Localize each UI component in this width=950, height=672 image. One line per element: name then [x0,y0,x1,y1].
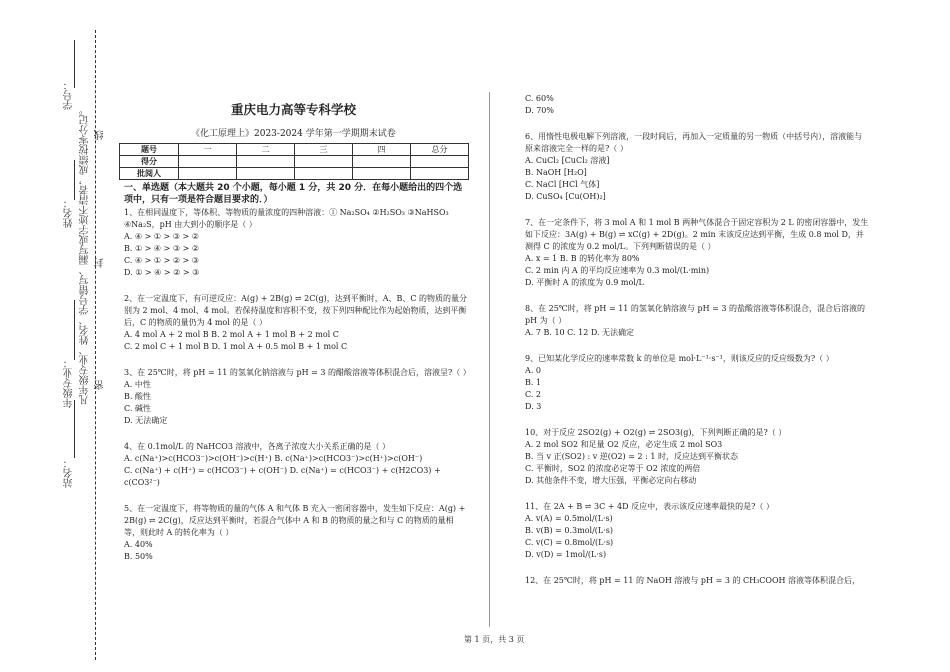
question-stem: 2、在一定温度下，有可逆反应：A(g) + 2B(g) ⇌ 2C(g)，达到平衡时，A、B、C 的物质的量分别为 2 mol、4 mol、4 mol。若保持温度和容积不变，按下列四种配比作为起始物质，达到平衡后，C 的物质的量仍为 4 mol 的是（ ） [124,294,468,327]
question-option: C. 平衡时，SO2 的浓度必定等于 O2 浓度的两倍 [525,464,701,473]
name-underline [74,160,75,200]
question-stem: 12、在 25℃时，将 pH = 11 的 NaOH 溶液与 pH = 3 的 CH₃COOH 溶液等体积混合后， [525,576,861,585]
question-stem: 5、在一定温度下，将等物质的量的气体 A 和气体 B 充入一密闭容器中，发生如下反应：A(g) + 2B(g) ⇌ 2C(g)，反应达到平衡时，若混合气体中 A 和 B 的物质的量之和与 C 的物质的量相等，则此时 A 的转化率为（ ） [124,504,466,537]
reviewer-row [120,168,469,180]
class-label: 年级专业： [64,358,75,408]
right-column [525,93,870,601]
reviewer-cell [411,168,469,180]
question-option: B. v(B) = 0.3mol/(L·s) [525,526,613,535]
score-cell [411,156,469,168]
question-option: A. v(A) = 0.5mol/(L·s) [525,514,613,523]
question-stem: 6、用惰性电极电解下列溶液，一段时间后，再加入一定质量的另一物质（中括号内），溶液能与原来溶液完全一样的是?（ ） [525,132,863,153]
question-option: A. 4 mol A + 2 mol B B. 2 mol A + 1 mol B + 2 mol C [124,330,339,339]
question-option: D. 70% [525,106,554,115]
question-option: A. CuCl₂ [CuCl₂ 溶液] [525,156,610,165]
question-stem: 10、对于反应 2SO2(g) + O2(g) ⇌ 2SO3(g)，下列判断正确的是?（ ） [525,428,787,437]
reviewer-cell [353,168,411,180]
question-option: B. 酸性 [124,392,151,401]
question-option: A. x = 1 B. B 的转化率为 80% [525,254,640,263]
score-row [120,156,469,168]
question-option: C. NaCl [HCl 气体] [525,180,600,189]
question-option: C. 2 min 内 A 的平均反应速率为 0.3 mol/(L·min) [525,266,710,275]
question-option: C. 2 mol C + 1 mol B D. 1 mol A + 0.5 mol B + 1 mol C [124,342,348,351]
left-column [124,182,469,577]
question-option: D. CuSO₄ [Cu(OH)₂] [525,192,606,201]
question [525,353,870,413]
reviewer-cell [237,168,295,180]
seal-mi: 密 [95,380,106,390]
school-underline [74,400,75,458]
score-table-header-row [120,144,469,156]
question-option: B. 1 [525,378,542,387]
question-option: C. 碱性 [124,404,151,413]
question-option: A. 7 B. 10 C. 12 D. 无法确定 [525,328,635,337]
student-no-label: 学号： [64,80,75,110]
question [124,503,469,563]
right-question-list [525,131,870,587]
question-option: C. ④ > ① > ② > ③ [124,256,199,265]
question [124,293,469,353]
exam-title: 《化工原理上》2023-2024 学年第一学期期末试卷 [191,129,396,139]
seal-xian: 线 [95,130,106,140]
question-5-continued [525,93,870,117]
question [525,575,870,587]
question-stem: 1、在相同温度下，等体积、等物质的量浓度的四种溶液：① Na₂SO₄ ②H₂SO₃ ③NaHSO₃ ④Na₂S，pH 由大到小的顺序是（ ） [124,208,449,229]
score-header-cell: 总分 [411,144,469,156]
score-table [119,143,469,180]
binding-note: 凡年级专业、姓名、学号错写、漏写或字迹不清者，成绩按零分记。 [80,105,91,405]
question-option: C. c(Na⁺) + c(H⁺) = c(HCO3⁻) + c(OH⁻) D. c(Na⁺) = c(HCO3⁻) + c(H2CO3) + c(CO3²⁻) [124,466,441,487]
question-option: B. 当 v 正(SO2) : v 逆(O2) = 2 : 1 时，反应达到平衡状态 [525,452,738,461]
binding-dashed-line [95,30,96,660]
reviewer-cell [179,168,237,180]
question-option: A. 中性 [124,380,151,389]
question-option: D. 平衡时 A 的浓度为 0.9 mol/L [525,278,644,287]
seal-feng: 封 [95,258,106,268]
question-stem: 9、已知某化学反应的速率常数 k 的单位是 mol·L⁻¹·s⁻¹，则该反应的反应级数为?（ ） [525,354,834,363]
question [124,367,469,427]
student-no-underline [74,40,75,88]
question-option: A. 0 [525,366,541,375]
question-option: B. NaOH [H₂O] [525,168,587,177]
question-option: D. ① > ④ > ② > ③ [124,268,200,277]
question-stem: 3、在 25℃时，将 pH = 11 的氢氧化钠溶液与 pH = 3 的醋酸溶液等体积混合后，溶液呈?（ ） [124,368,471,377]
score-header-cell: 三 [295,144,353,156]
question-option: A. 2 mol SO2 和足量 O2 反应，必定生成 2 mol SO3 [525,440,723,449]
score-cell [179,156,237,168]
question-stem: 8、在 25℃时，将 pH = 11 的氢氧化钠溶液与 pH = 3 的盐酸溶液等体积混合，混合后溶液的 pH 为（ ） [525,304,865,325]
reviewer-cell [295,168,353,180]
school-label: 站名： [64,458,75,488]
question [124,207,469,279]
reviewer-row-label: 批阅人 [120,168,179,180]
question [525,217,870,289]
question [525,303,870,339]
question-option: D. 3 [525,402,542,411]
question [525,427,870,487]
name-label: 姓名： [64,198,75,228]
question-option: D. 其他条件不变，增大压强，平衡必定向右移动 [525,476,697,485]
question-option: A. ④ > ① > ③ > ② [124,232,199,241]
score-header-cell: 一 [179,144,237,156]
score-cell [353,156,411,168]
question-stem: 11、在 2A + B ⇌ 3C + 4D 反应中，表示该反应速率最快的是?（ ） [525,502,774,511]
question [525,501,870,561]
score-header-cell: 四 [353,144,411,156]
question-option: D. v(D) = 1mol/(L·s) [525,550,607,559]
score-header-cell: 二 [237,144,295,156]
question [525,131,870,203]
question-option: C. 60% [525,94,554,103]
question-stem: 4、在 0.1mol/L 的 NaHCO3 溶液中，各离子浓度大小关系正确的是（ ） [124,442,391,451]
question-option: C. v(C) = 0.8mol/(L·s) [525,538,614,547]
section-heading: 一、单选题（本大题共 20 个小题，每小题 1 分，共 20 分．在每小题给出的四个选项中，只有一项是符合题目要求的．） [124,183,463,205]
column-divider [489,92,490,627]
school-title: 重庆电力高等专科学校 [231,102,357,117]
score-cell [237,156,295,168]
left-question-list [124,207,469,563]
score-cell [295,156,353,168]
question [124,441,469,489]
question-option: A. c(Na⁺)>c(HCO3⁻)>c(OH⁻)>c(H⁺) B. c(Na⁺)>c(HCO3⁻)>c(H⁺)>c(OH⁻) [124,454,423,463]
question-option: C. 2 [525,390,542,399]
class-underline [74,300,75,360]
page-footer: 第 1 页，共 3 页 [464,635,525,644]
question-option: D. 无法确定 [124,416,168,425]
question-option: B. ① > ④ > ③ > ② [124,244,200,253]
question-stem: 7、在一定条件下，将 3 mol A 和 1 mol B 两种气体混合于固定容积为 2 L 的密闭容器中，发生如下反应：3A(g) + B(g) ⇌ xC(g) + 2D(g)。2 min 末该反应达到平衡，生成 0.8 mol D，并测得 C 的浓度为 0.2 mol/L。下列判断错误的是（ ） [525,218,869,251]
score-row-label: 得分 [120,156,179,168]
question-option: B. 50% [124,552,153,561]
score-header-cell: 题号 [120,144,179,156]
question-option: A. 40% [124,540,153,549]
